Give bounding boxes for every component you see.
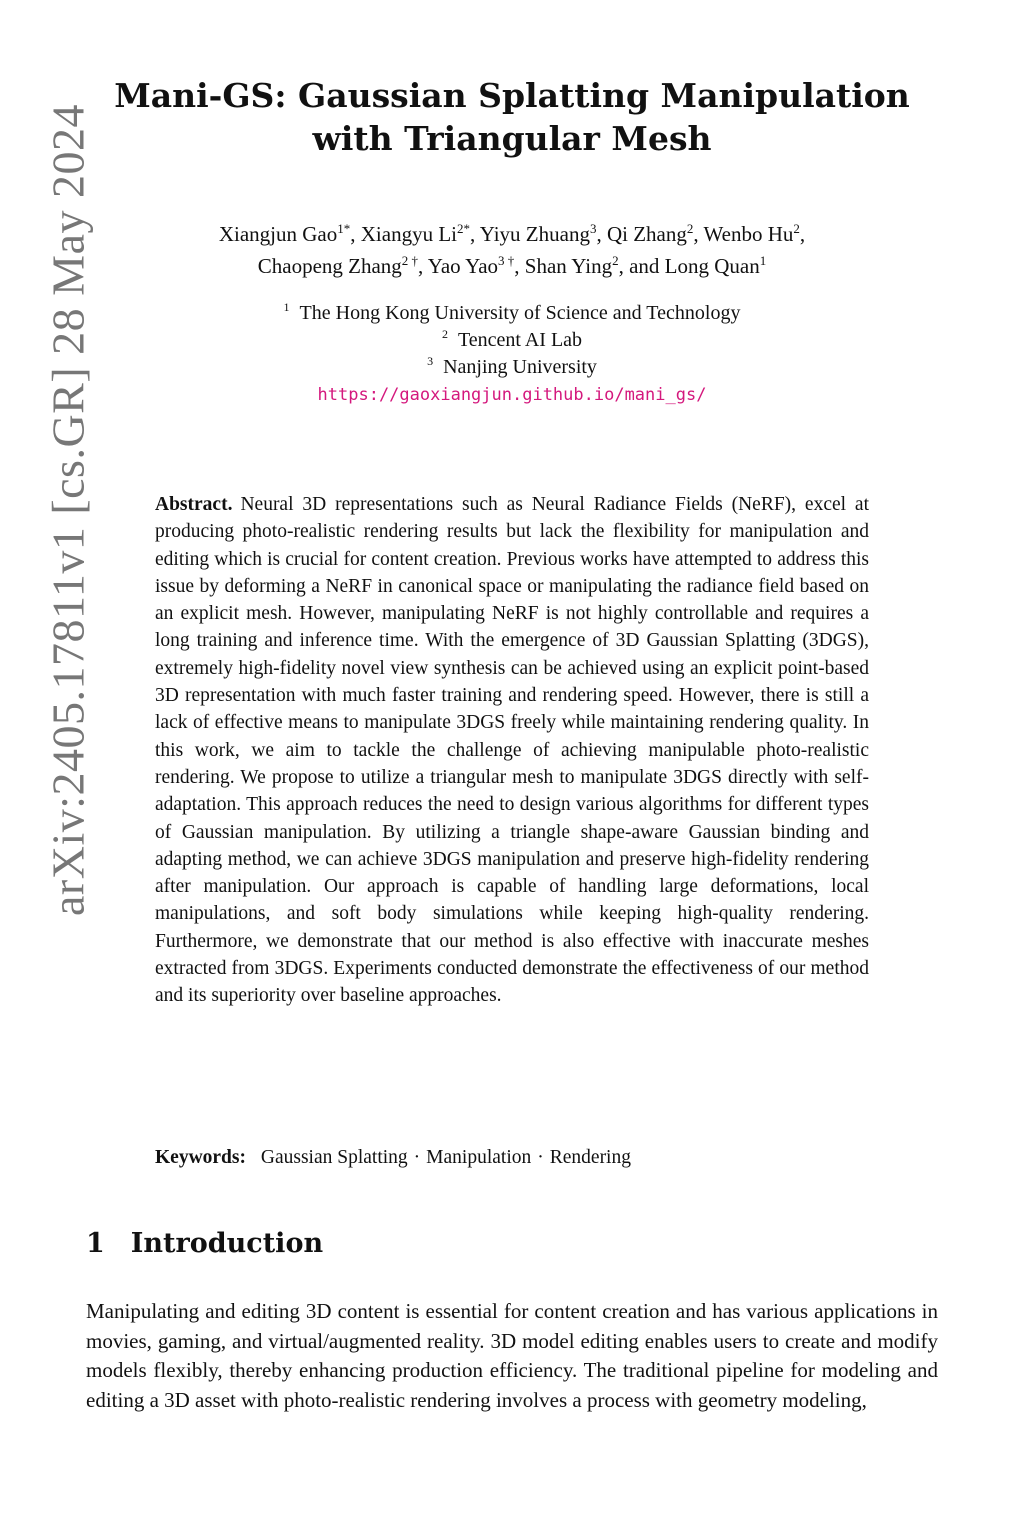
affiliation: $^1$ The Hong Kong University of Science and Technology bbox=[283, 300, 741, 324]
paper-title: Mani-GS: Gaussian Splatting Manipulation with Triangular Mesh bbox=[114, 76, 910, 158]
author: Wenbo Hu$^2$, bbox=[703, 221, 806, 246]
author: Xiangjun Gao$^{1*}$, bbox=[218, 221, 361, 246]
abstract bbox=[155, 491, 869, 1010]
section-number: 1 bbox=[86, 1228, 105, 1259]
abstract-label: Abstract. bbox=[155, 494, 233, 515]
author: Xiangyu $Li^{2*}$, bbox=[360, 221, 480, 246]
intro-paragraph: Manipulating and editing 3D content is essential for content creation and has various applications in movies, gaming, and virtual/augmented reality. 3D model editing enables users to create and modify models flexibly, thereby enhancing production efficiency. The traditional pipeline for modeling and editing a 3D asset with photo-realistic rendering involves a process with geometry modeling, bbox=[86, 1299, 938, 1412]
author: Yiyu Zhuang$^3$, bbox=[479, 221, 607, 246]
keyword: Manipulation bbox=[426, 1147, 532, 1168]
author: Yao Yao$^{3 \dagger}$, bbox=[427, 253, 525, 278]
keywords-label: Keywords: bbox=[155, 1147, 246, 1168]
author: Qi Zhang$^2$, bbox=[606, 221, 704, 246]
keyword: Gaussian Splatting bbox=[260, 1147, 408, 1168]
project-url-link[interactable]: https://gaoxiangjun.github.io/mani_gs/ bbox=[317, 385, 707, 405]
affiliation: $^3$ Nanjing University bbox=[427, 354, 597, 378]
affiliation: $^2$ Tencent AI Lab bbox=[441, 327, 583, 351]
author: Long Quan$^1$ bbox=[664, 253, 767, 278]
author-list bbox=[100, 218, 924, 282]
affiliation-list bbox=[100, 300, 924, 409]
abstract-text: Neural 3D representations such as Neural Radiance Fields (NeRF), excel at producing photo-realistic rendering results but lack the flexibility for manipulation and editing which is crucial for content creation. Previous works have attempted to address this issue by deforming a NeRF in canonical space or manipulating the radiance field based on an explicit mesh. However, manipulating NeRF is not highly controllable and requires a long training and inference time. With the emergence of 3D Gaussian Splatting (3DGS), extremely high-fidelity novel view synthesis can be achieved using an explicit point-based 3D representation with much faster training and rendering speed. However, there is still a lack of effective means to manipulate 3DGS freely while maintaining rendering quality. In this work, we aim to tackle the challenge of achieving manipulable photo-realistic rendering. We propose to utilize a triangular mesh to manipulate 3DGS directly with self-adaptation. This approach reduces the need to design various algorithms for different types of Gaussian manipulation. By utilizing a triangle shape-aware Gaussian binding and adapting method, we can achieve 3DGS manipulation and preserve high-fidelity rendering after manipulation. Our approach is capable of handling large deformations, local manipulations, and soft body simulations while keeping high-quality rendering. Furthermore, we demonstrate that our method is also effective with inaccurate meshes extracted from 3DGS. Experiments conducted demonstrate the effectiveness of our method and its superiority over baseline approaches. bbox=[155, 494, 869, 1007]
section-heading bbox=[86, 1226, 323, 1262]
arxiv-side-stamp: arXiv:2405.17811v1 [cs.GR] 28 May 2024 bbox=[42, 104, 94, 916]
author: Shan Ying$^2$, and bbox=[524, 253, 665, 278]
keyword: Rendering bbox=[549, 1147, 631, 1168]
keywords: Keywords: Gaussian Splatting · Manipulation · Rendering bbox=[155, 1147, 631, 1168]
author: Chaopeng Zhang$^{2 \dagger}$, bbox=[257, 253, 428, 278]
section-title: Introduction bbox=[130, 1228, 324, 1259]
